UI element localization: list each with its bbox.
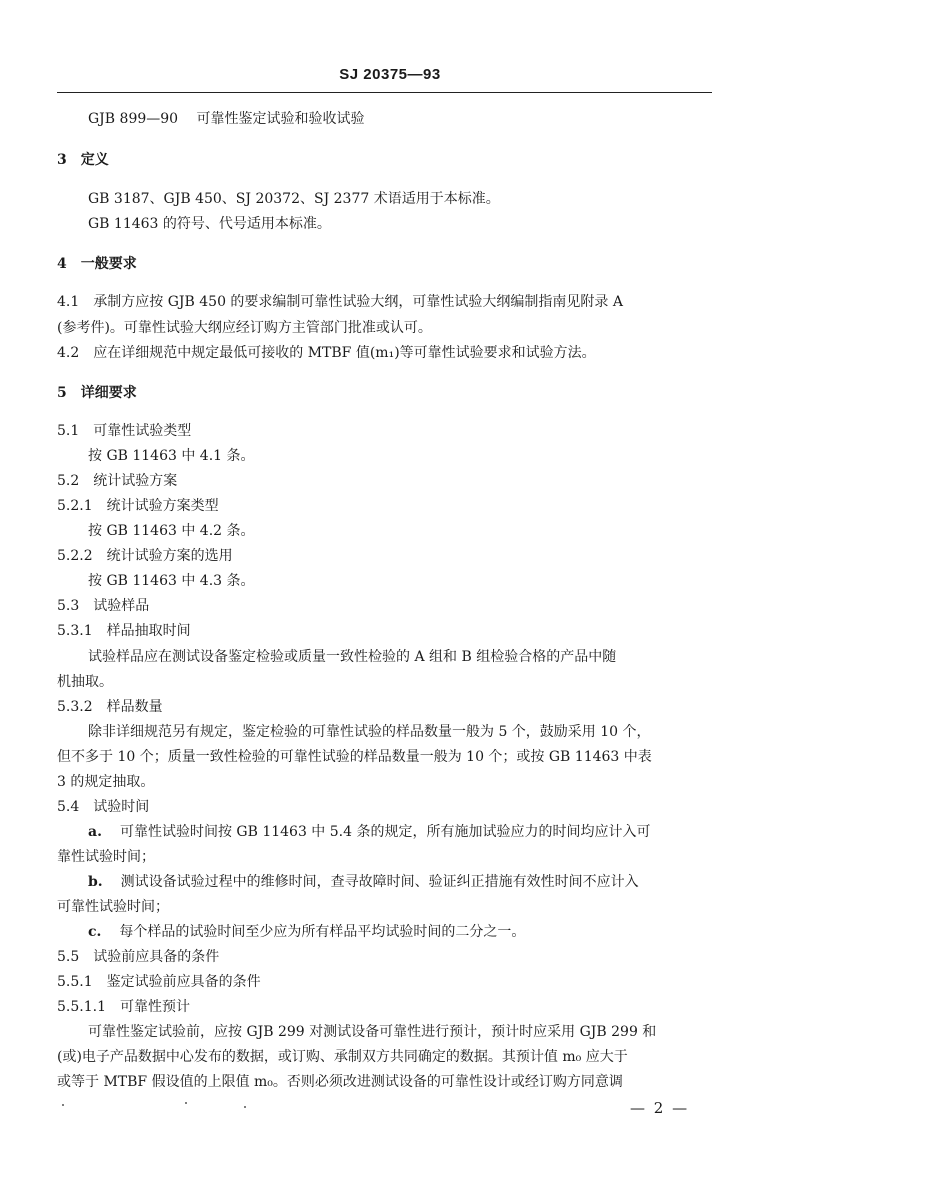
section-4-heading xyxy=(57,254,137,274)
paragraph-line: 按 GB 11463 中 4.3 条。 xyxy=(88,573,255,589)
paragraph-line: 可靠性鉴定试验前，应按 GJB 299 对测试设备可靠性进行预计，预计时应采用 GJB 299 和 xyxy=(88,1024,657,1040)
paragraph-line: 但不多于 10 个；质量一致性检验的可靠性试验的样品数量一般为 10 个；或按 GB 11463 中表 xyxy=(57,749,652,765)
clause-heading: 5.2.2 统计试验方案的选用 xyxy=(57,548,233,564)
section-title: 详细要求 xyxy=(80,385,137,401)
scan-speck xyxy=(185,1102,187,1104)
list-item-a xyxy=(88,822,650,842)
paragraph-line: (或)电子产品数据中心发布的数据，或订购、承制双方共同确定的数据。其预计值 m₀ 应大于 xyxy=(57,1049,628,1065)
section-3-heading xyxy=(57,150,109,170)
list-letter: b. xyxy=(88,874,103,890)
list-text: 测试设备试验过程中的维修时间，查寻故障时间、验证纠正措施有效性时间不应计入 xyxy=(120,874,639,890)
scan-speck xyxy=(62,1104,64,1106)
clause-heading: 5.3.1 样品抽取时间 xyxy=(57,623,191,639)
paragraph-line: GB 11463 的符号、代号适用本标准。 xyxy=(88,216,331,232)
section-number: 4 xyxy=(57,256,67,272)
paragraph-line: GB 3187、GJB 450、SJ 20372、SJ 2377 术语适用于本标准。 xyxy=(88,191,500,207)
clause-4-2: 4.2 应在详细规范中规定最低可接收的 MTBF 值(m₁)等可靠性试验要求和试验方法。 xyxy=(57,345,596,361)
clause-heading: 5.2 统计试验方案 xyxy=(57,473,178,489)
reference-gjb-899: GJB 899—90 可靠性鉴定试验和验收试验 xyxy=(88,111,365,127)
paragraph-line: 3 的规定抽取。 xyxy=(57,774,155,790)
paragraph-line: 除非详细规范另有规定，鉴定检验的可靠性试验的样品数量一般为 5 个，鼓励采用 10 个， xyxy=(88,724,651,740)
paragraph-line: (参考件)。可靠性试验大纲应经订购方主管部门批准或认可。 xyxy=(57,320,432,336)
section-number: 3 xyxy=(57,152,67,168)
section-title: 一般要求 xyxy=(80,256,137,272)
clause-heading: 5.5.1 鉴定试验前应具备的条件 xyxy=(57,974,261,990)
clause-heading: 5.5.1.1 可靠性预计 xyxy=(57,999,190,1015)
section-title: 定义 xyxy=(80,152,109,168)
list-letter: c. xyxy=(88,924,102,940)
clause-4-1: 4.1 承制方应按 GJB 450 的要求编制可靠性试验大纲，可靠性试验大纲编制指南见附录 A xyxy=(57,294,623,310)
header-rule xyxy=(57,92,712,93)
list-text: 可靠性试验时间按 GB 11463 中 5.4 条的规定，所有施加试验应力的时间均应计入可 xyxy=(119,824,651,840)
clause-heading: 5.5 试验前应具备的条件 xyxy=(57,949,220,965)
paragraph-line: 试验样品应在测试设备鉴定检验或质量一致性检验的 A 组和 B 组检验合格的产品中随 xyxy=(88,649,617,665)
paragraph-line: 可靠性试验时间； xyxy=(57,899,169,915)
list-item-c xyxy=(88,922,525,942)
paragraph-line: 按 GB 11463 中 4.1 条。 xyxy=(88,448,255,464)
clause-heading: 5.4 试验时间 xyxy=(57,799,150,815)
scan-speck xyxy=(244,1106,246,1108)
clause-heading: 5.2.1 统计试验方案类型 xyxy=(57,498,219,514)
section-number: 5 xyxy=(57,385,67,401)
clause-heading: 5.1 可靠性试验类型 xyxy=(57,423,192,439)
paragraph-line: 按 GB 11463 中 4.2 条。 xyxy=(88,523,255,539)
page-number: — 2 — xyxy=(630,1099,690,1117)
clause-heading: 5.3 试验样品 xyxy=(57,598,150,614)
standard-number-header: SJ 20375—93 xyxy=(339,66,441,83)
section-5-heading xyxy=(57,383,137,403)
list-text: 每个样品的试验时间至少应为所有样品平均试验时间的二分之一。 xyxy=(119,924,526,940)
list-item-b xyxy=(88,872,639,892)
list-letter: a. xyxy=(88,824,102,840)
paragraph-line: 机抽取。 xyxy=(57,674,113,690)
clause-heading: 5.3.2 样品数量 xyxy=(57,699,163,715)
paragraph-line: 或等于 MTBF 假设值的上限值 m₀。否则必须改进测试设备的可靠性设计或经订购方同意调 xyxy=(57,1074,623,1090)
paragraph-line: 靠性试验时间； xyxy=(57,849,155,865)
